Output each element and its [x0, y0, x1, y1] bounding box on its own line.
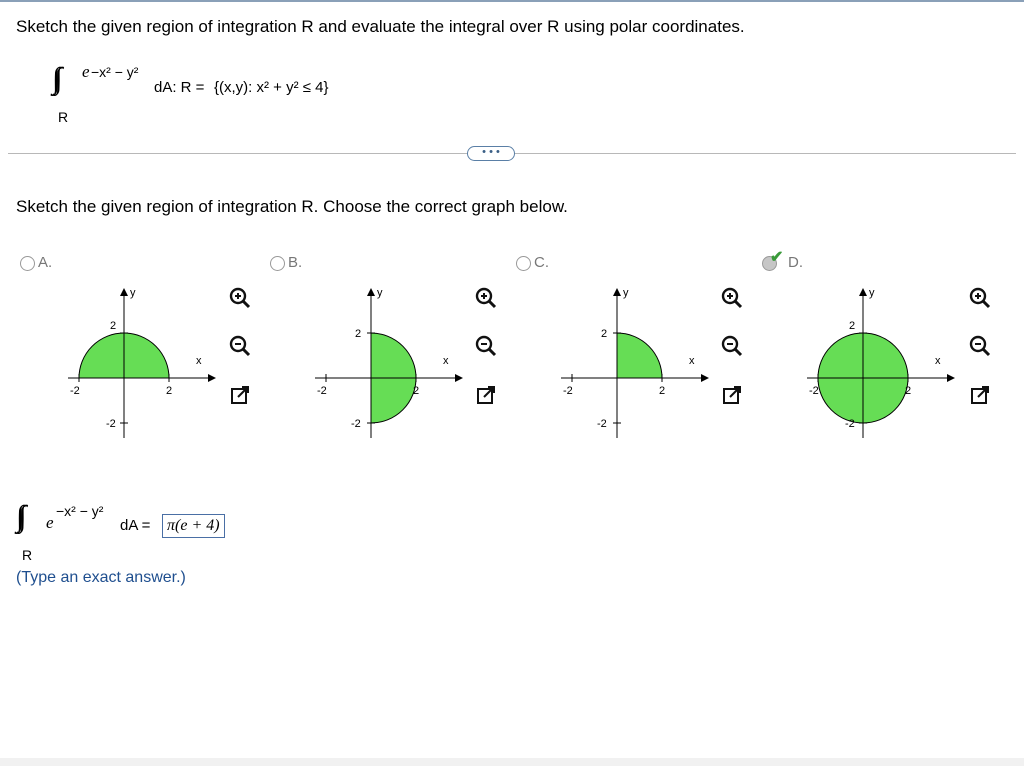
tick-pos-x: 2 — [166, 385, 173, 397]
answer-input[interactable]: π(e + 4) — [162, 514, 225, 538]
tick-pos-x: 2 — [413, 385, 420, 397]
option-c-graph — [551, 282, 711, 442]
zoom-out-icon[interactable] — [472, 332, 500, 360]
answer-differential: dA = — [120, 517, 151, 534]
question-prompt: Sketch the given region of integration R and evaluate the integral over R using polar coordinates. — [16, 17, 745, 36]
tick-neg-x: -2 — [317, 385, 327, 397]
x-axis-label: x — [935, 355, 941, 367]
option-a-radio[interactable] — [20, 256, 35, 271]
option-a-label[interactable]: A. — [38, 254, 53, 271]
y-axis-label: y — [869, 287, 875, 299]
tick-pos-x: 2 — [659, 385, 666, 397]
option-c-radio[interactable] — [516, 256, 531, 271]
answer-integrand-exponent: −x² − y² — [56, 503, 104, 519]
option-b-graph — [305, 282, 465, 442]
y-axis-label: y — [623, 287, 629, 299]
option-d-label[interactable]: D. — [788, 254, 803, 271]
tick-pos-y: 2 — [849, 320, 856, 332]
show-more-button[interactable]: • • • — [467, 146, 515, 161]
zoom-out-icon[interactable] — [226, 332, 254, 360]
correct-check-icon: ✔ — [770, 249, 784, 266]
top-border — [0, 0, 1024, 2]
option-b-radio[interactable] — [270, 256, 285, 271]
x-axis-label: x — [689, 355, 695, 367]
tick-pos-x: 2 — [905, 385, 912, 397]
tick-neg-x: -2 — [70, 385, 80, 397]
zoom-in-icon[interactable] — [472, 284, 500, 312]
open-new-window-icon[interactable] — [966, 382, 994, 410]
tick-neg-y: -2 — [845, 418, 855, 430]
region-label: R — [58, 109, 69, 125]
region-first-quadrant — [617, 333, 662, 378]
option-a-graph — [58, 282, 218, 442]
tick-pos-y: 2 — [355, 328, 362, 340]
tick-neg-x: -2 — [809, 385, 819, 397]
zoom-in-icon[interactable] — [718, 284, 746, 312]
y-axis-label: y — [130, 287, 136, 299]
x-axis-label: x — [196, 355, 202, 367]
answer-region-label: R — [22, 547, 33, 563]
tick-neg-y: -2 — [106, 418, 116, 430]
option-b-label[interactable]: B. — [288, 254, 303, 271]
double-integral-sign: ∫∫ — [52, 62, 57, 95]
integrand — [82, 62, 90, 82]
integrand-exponent: −x² − y² — [91, 64, 139, 80]
bottom-bar — [0, 758, 1024, 766]
answer-integrand-base: e — [46, 513, 54, 532]
zoom-in-icon[interactable] — [226, 284, 254, 312]
zoom-out-icon[interactable] — [718, 332, 746, 360]
tick-neg-y: -2 — [351, 418, 361, 430]
x-axis-label: x — [443, 355, 449, 367]
y-axis-label: y — [377, 287, 383, 299]
tick-pos-y: 2 — [601, 328, 608, 340]
answer-hint: (Type an exact answer.) — [16, 569, 186, 586]
open-new-window-icon[interactable] — [472, 382, 500, 410]
integrand-base: e — [82, 62, 90, 81]
zoom-out-icon[interactable] — [966, 332, 994, 360]
part1-prompt: Sketch the given region of integration R. Choose the correct graph below. — [16, 197, 568, 216]
option-c-label[interactable]: C. — [534, 254, 549, 271]
option-d-graph — [797, 282, 957, 442]
open-new-window-icon[interactable] — [226, 382, 254, 410]
differential-label: dA: R = — [154, 79, 205, 96]
region-definition: {(x,y): x² + y² ≤ 4} — [214, 79, 329, 96]
zoom-in-icon[interactable] — [966, 284, 994, 312]
open-new-window-icon[interactable] — [718, 382, 746, 410]
tick-neg-x: -2 — [563, 385, 573, 397]
tick-pos-y: 2 — [110, 320, 117, 332]
integral-expression — [52, 62, 56, 96]
tick-neg-y: -2 — [597, 418, 607, 430]
answer-integral-sign: ∫∫ — [16, 500, 21, 533]
